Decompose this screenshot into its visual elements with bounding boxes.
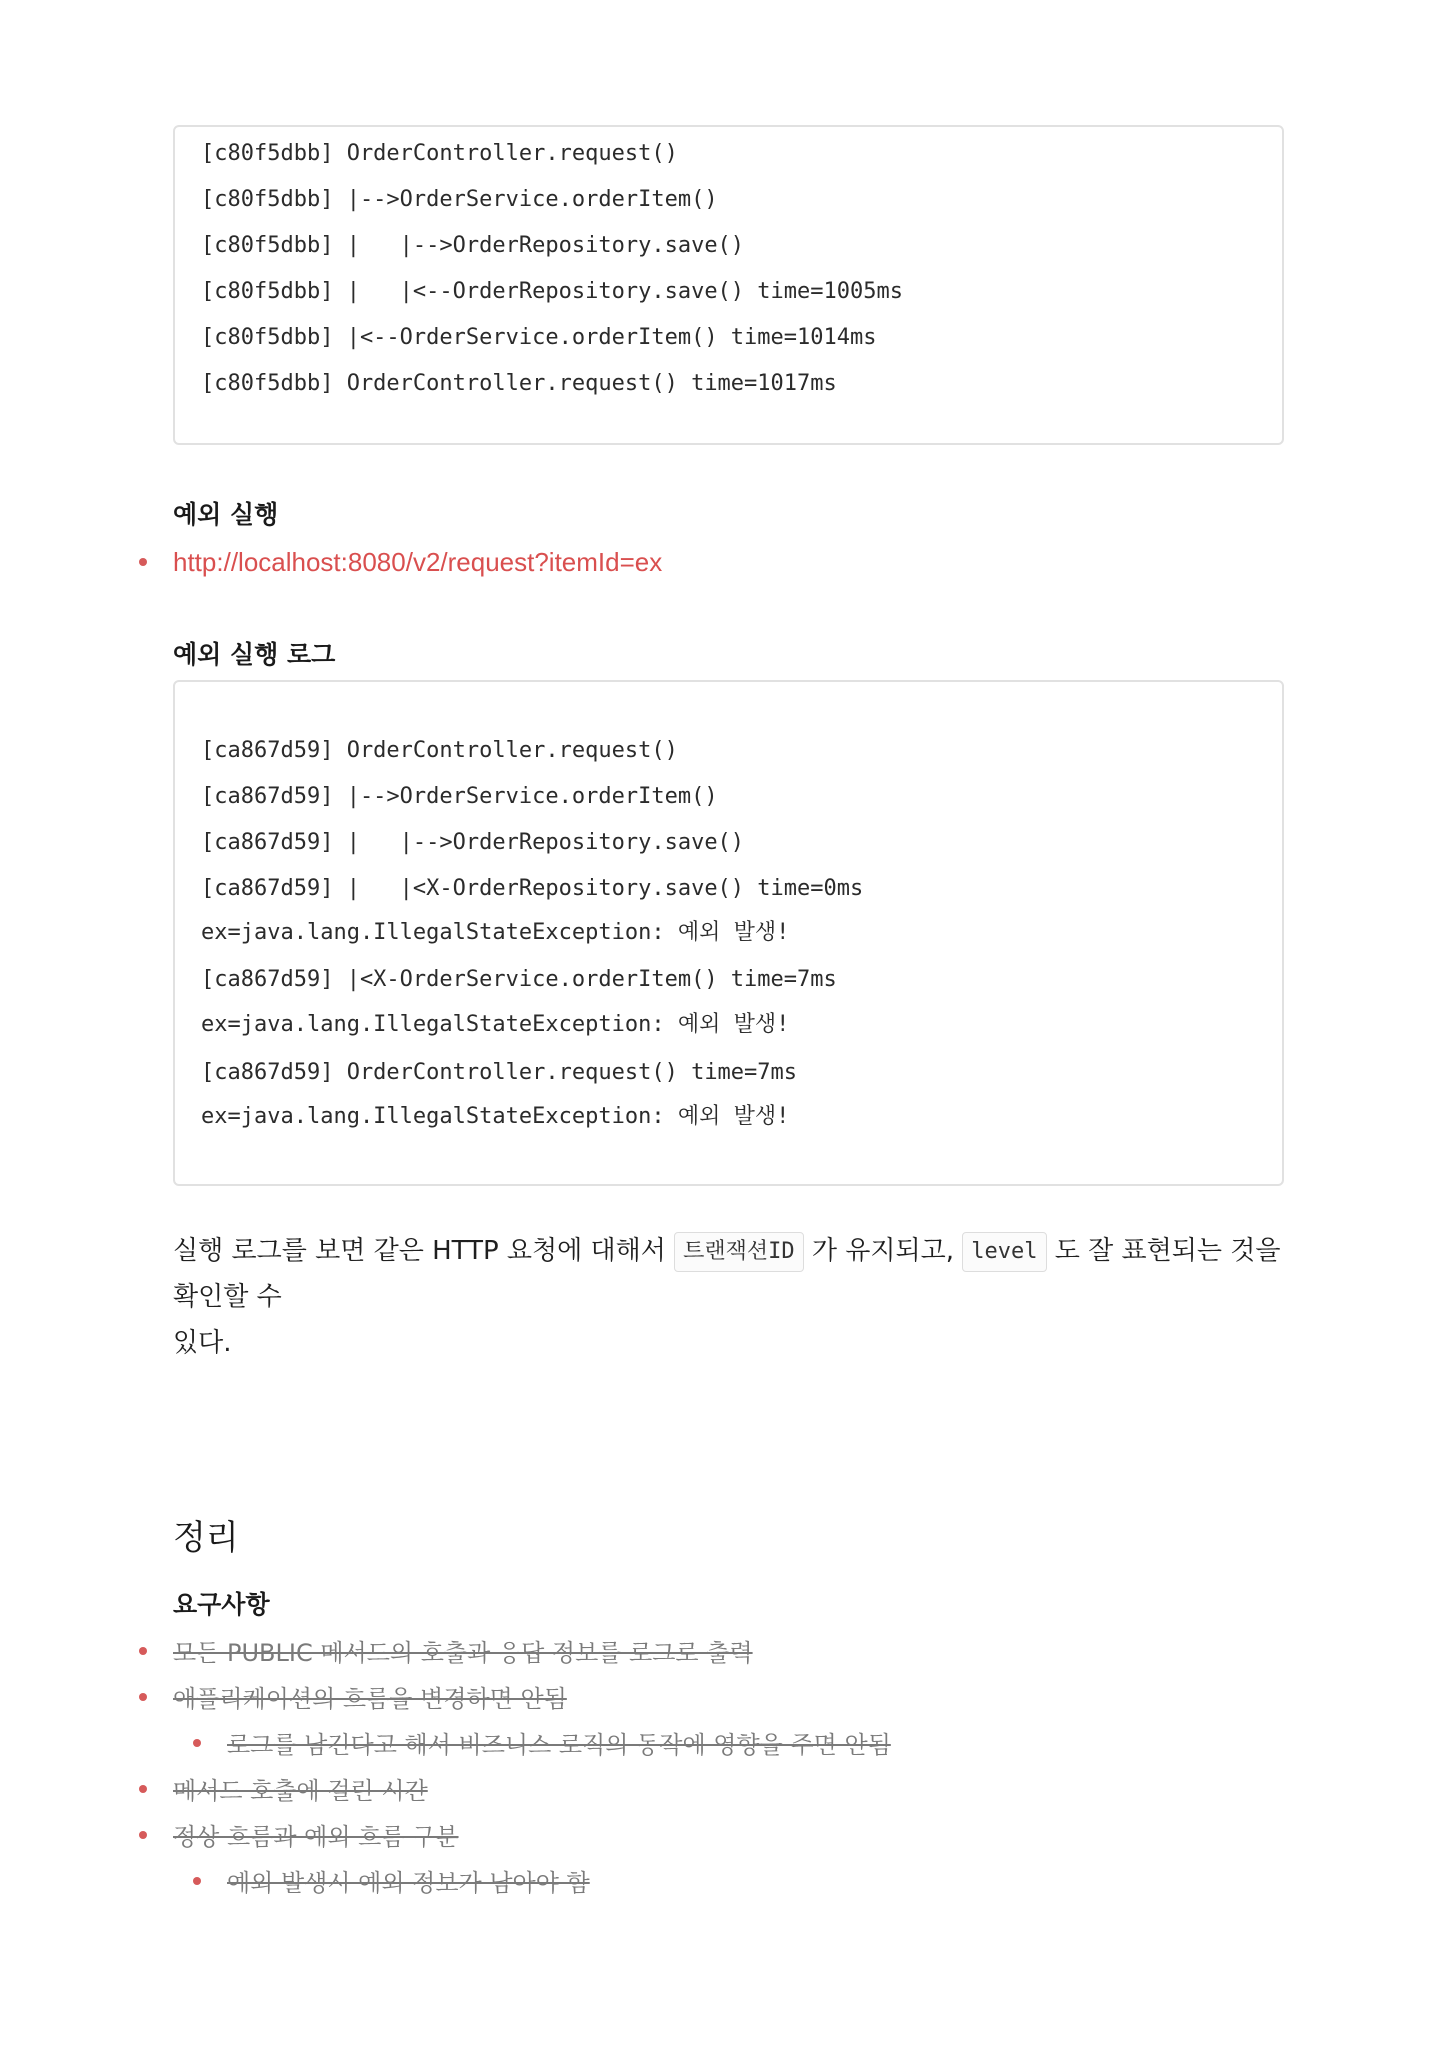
inline-code-transaction-id: 트랜잭션ID [674, 1232, 804, 1272]
requirement-item: 모든 PUBLIC 메서드의 호출과 응답 정보를 로그로 출력 [173, 1639, 753, 1667]
bullet-icon [193, 1739, 201, 1747]
exception-run-heading: 예외 실행 [173, 500, 279, 529]
bullet-icon [139, 1785, 147, 1793]
section-title: 정리 [173, 1518, 239, 1558]
log-line: [c80f5dbb] | |-->OrderRepository.save() [201, 233, 745, 258]
log-line: [ca867d59] | |-->OrderRepository.save() [201, 830, 745, 855]
exception-request-link[interactable]: http://localhost:8080/v2/request?itemId=ex [173, 547, 663, 577]
summary-text: 있다. [173, 1328, 232, 1358]
log-line: [ca867d59] OrderController.request() time=7ms [201, 1060, 798, 1085]
log-code-block-normal [173, 125, 1284, 445]
exception-line: ex=java.lang.IllegalStateException: 예외 발생! [201, 920, 790, 945]
bullet-icon [139, 1831, 147, 1839]
log-line: [c80f5dbb] OrderController.request() [201, 141, 678, 166]
requirement-item: 메서드 호출에 걸린 시간 [173, 1777, 428, 1805]
log-line: [c80f5dbb] |-->OrderService.orderItem() [201, 187, 718, 212]
log-line: [ca867d59] |-->OrderService.orderItem() [201, 784, 718, 809]
exception-line: ex=java.lang.IllegalStateException: 예외 발생! [201, 1104, 790, 1129]
log-line: [c80f5dbb] |<--OrderService.orderItem() time=1014ms [201, 325, 877, 350]
exception-line: ex=java.lang.IllegalStateException: 예외 발생! [201, 1012, 790, 1037]
requirement-item: 정상 흐름과 예외 흐름 구분 [173, 1823, 459, 1851]
bullet-icon [139, 558, 147, 566]
bullet-icon [139, 1647, 147, 1655]
inline-code-level: level [962, 1232, 1046, 1272]
log-line: [c80f5dbb] | |<--OrderRepository.save() time=1005ms [201, 279, 903, 304]
exception-log-heading: 예외 실행 로그 [173, 640, 336, 669]
summary-paragraph [173, 1228, 1293, 1366]
summary-text: 도 잘 표현되는 것을 확인할 수 [173, 1236, 1281, 1312]
bullet-icon [139, 1693, 147, 1701]
bullet-icon [193, 1877, 201, 1885]
summary-text: 실행 로그를 보면 같은 HTTP 요청에 대해서 [173, 1236, 675, 1266]
requirement-subitem: 예외 발생시 예외 정보가 남아야 함 [227, 1869, 590, 1897]
summary-text: 가 유지되고, [803, 1236, 963, 1266]
log-line: [ca867d59] |<X-OrderService.orderItem() time=7ms [201, 967, 837, 992]
requirement-subitem: 로그를 남긴다고 해서 비즈니스 로직의 동작에 영향을 주면 안됨 [227, 1731, 891, 1759]
log-code-block-exception [173, 680, 1284, 1186]
log-line: [ca867d59] | |<X-OrderRepository.save() time=0ms [201, 876, 864, 901]
log-line: [ca867d59] OrderController.request() [201, 738, 678, 763]
log-line: [c80f5dbb] OrderController.request() time=1017ms [201, 371, 837, 396]
requirements-heading: 요구사항 [173, 1590, 270, 1619]
requirement-item: 애플리케이션의 흐름을 변경하면 안됨 [173, 1685, 567, 1713]
